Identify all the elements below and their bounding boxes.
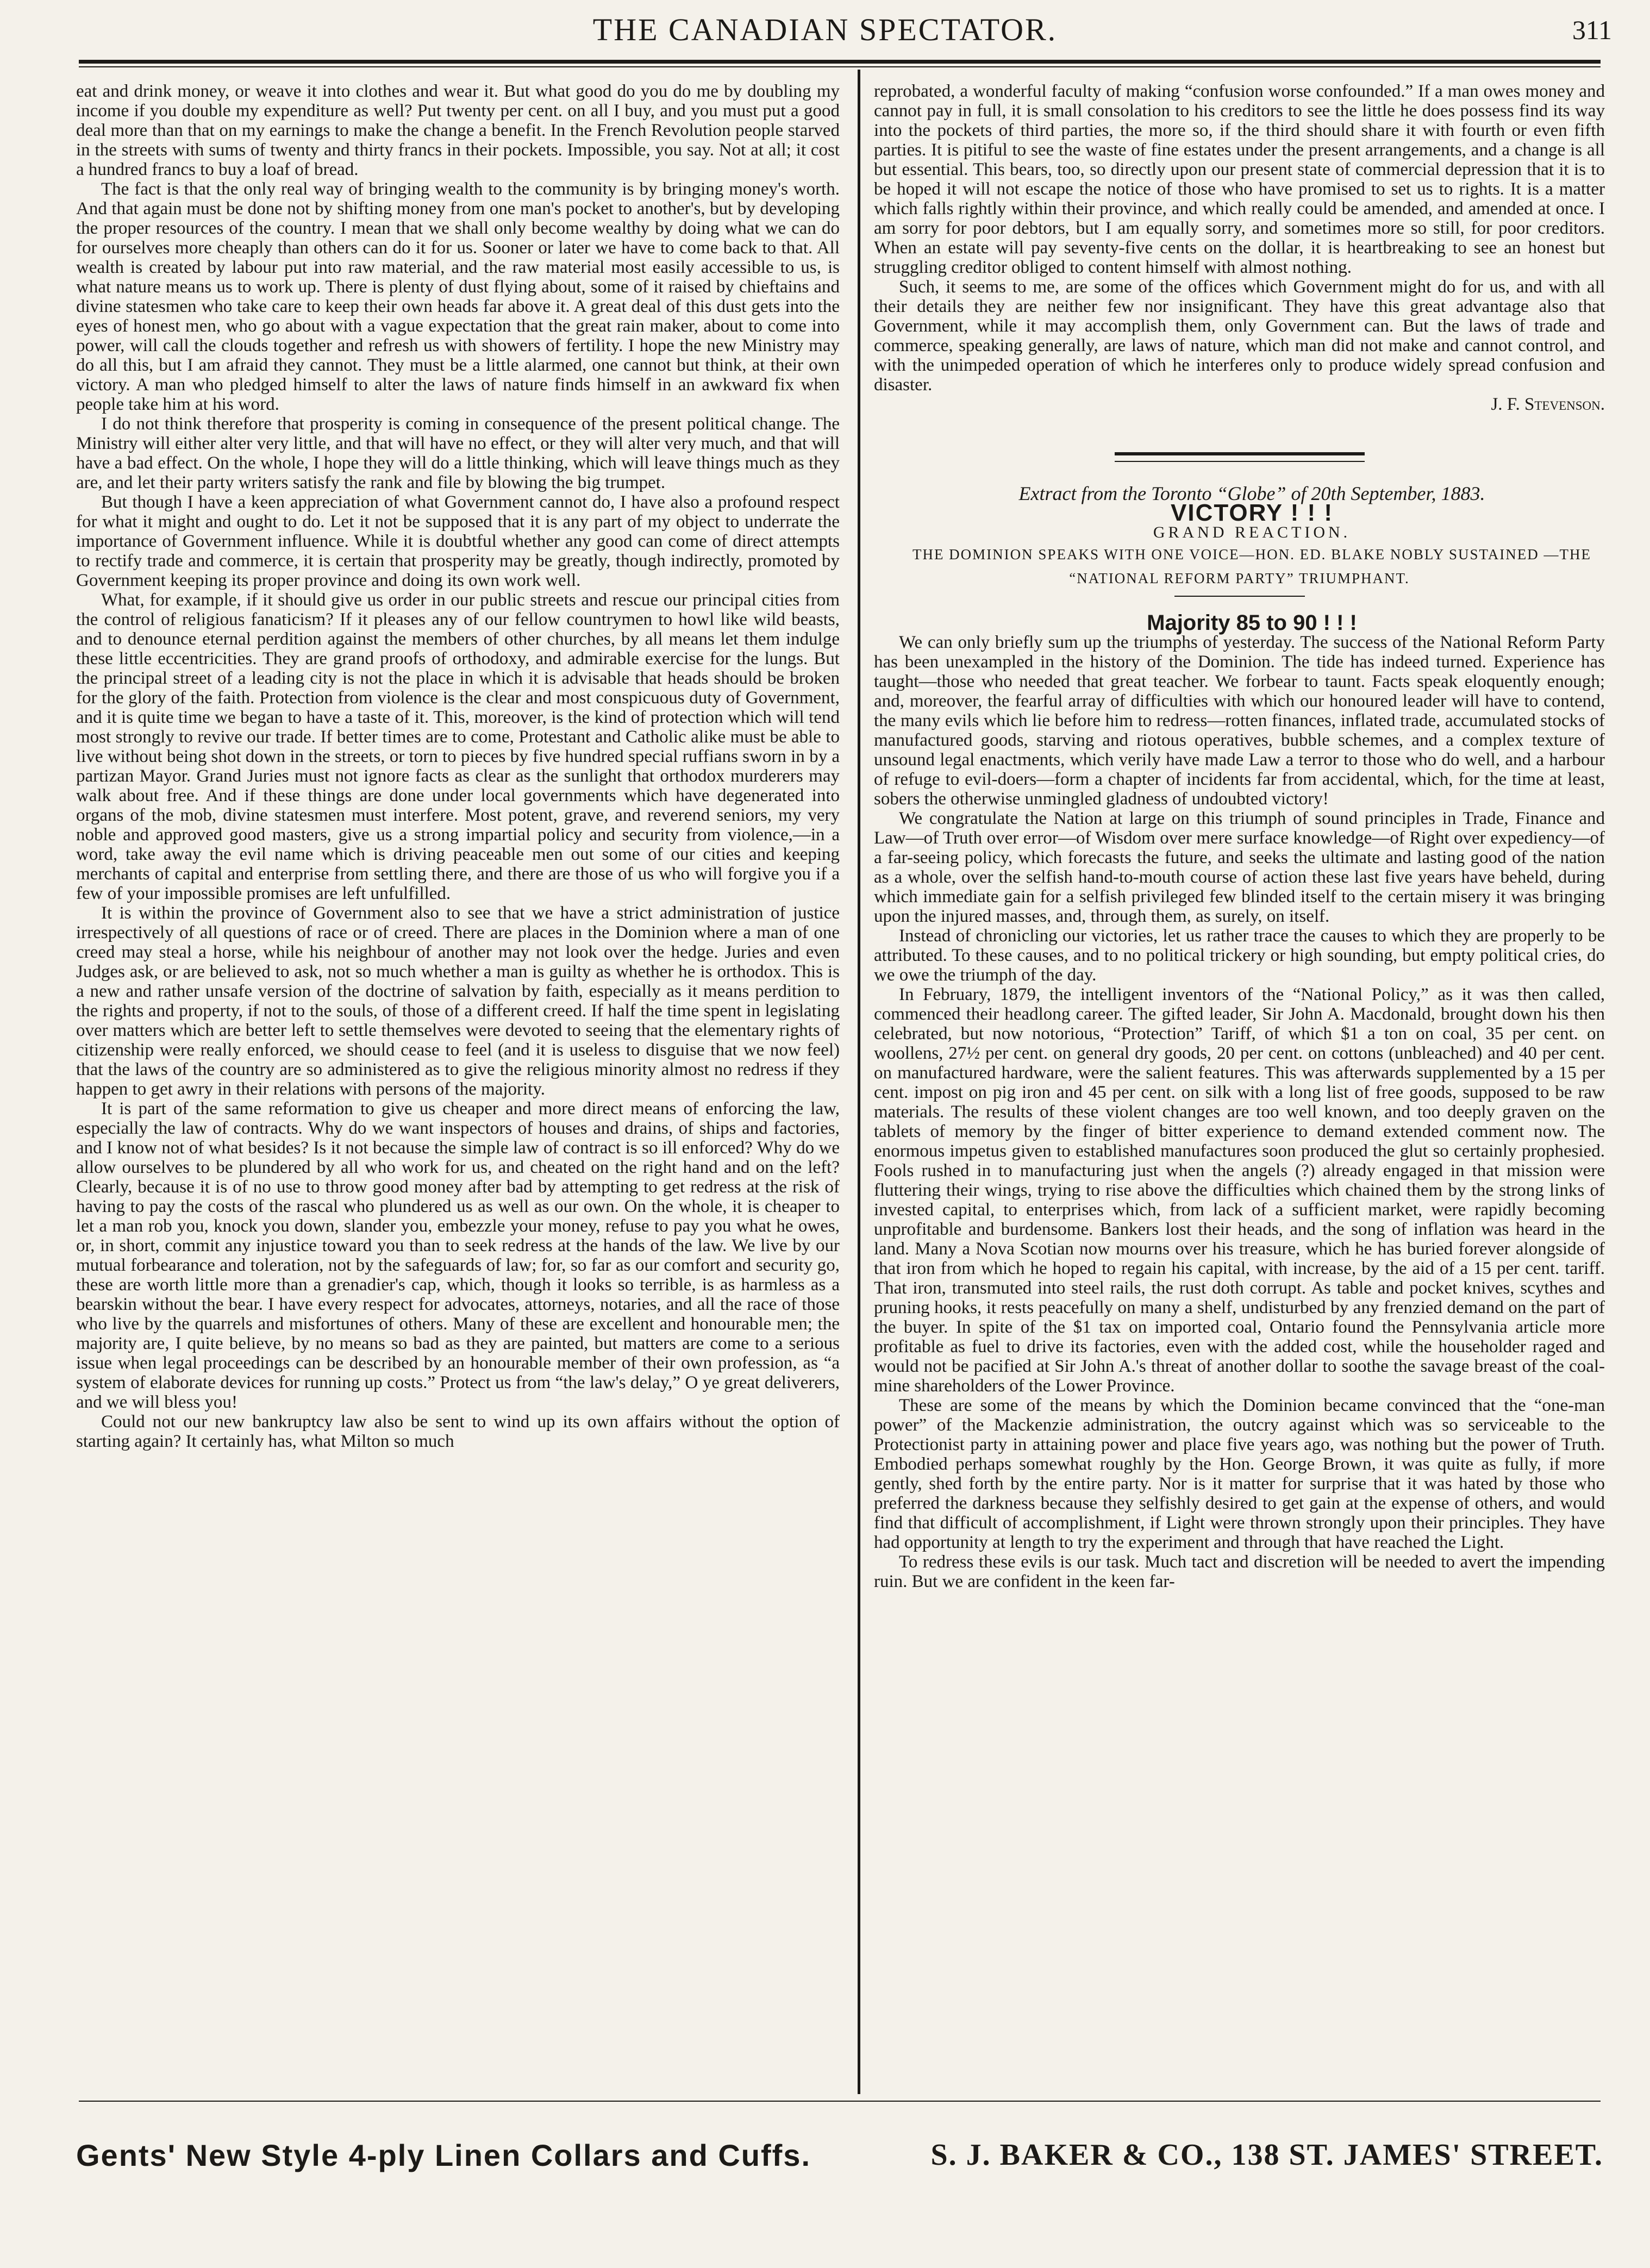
right-column	[874, 82, 1605, 2098]
article-paragraph: These are some of the means by which the Dominion became convinced that the “one-man power” of the Mackenzie administration, the outcry against which was so serviceable to the Protectionist party in attaining power and place five years ago, was nothing but the power of Truth. Embodied perhaps somewhat roughly by the Hon. George Brown, it was quite as fully, if more gently, shed forth by the entire party. Nor is it matter for surprise that it was hated by those who preferred the darkness because they selfishly desired to get gain at the expense of others, and would find that difficult of accomplishment, if Light were thrown strongly upon their principles. They have had opportunity at length to try the experiment and through that have reached the Light.	[874, 1396, 1605, 1552]
deck-rule	[1174, 596, 1305, 597]
column-divider	[858, 70, 860, 2094]
article-paragraph: Such, it seems to me, are some of the offices which Government might do for us, and with all their details they are neither few nor insignificant. They have this great advantage also that Government, while it may accomplish them, only Government can. But the laws of trade and commerce, speaking generally, are laws of nature, which man did not make and cannot control, and with the unimpeded operation of which he interferes only to produce widely spread confusion and disaster.	[874, 277, 1605, 395]
article-paragraph: In February, 1879, the intelligent inventors of the “National Policy,” as it was then called, commenced their headlong career. The gifted leader, Sir John A. Macdonald, brought down his then celebrated, but now notorious, “Protection” Tariff, of which $1 a ton on coal, 35 per cent. on woollens, 27½ per cent. on general dry goods, 20 per cent. on cottons (unbleached) and 40 per cent. on manufactured hardware, were the salient features. This was afterwards supplemented by a 15 per cent. impost on pig iron and 45 per cent. on silk with a long list of free goods, supposed to be raw materials. The results of these violent changes are too well known, and too deeply graven on the tablets of memory by the finger of bitter experience to demand extended comment now. The enormous impetus given to established manufactures soon produced the glut so certainly prophesied. Fools rushed in to manufacturing just when the angels (?) already engaged in that mission were fluttering their wings, trying to rise above the difficulties which chained them by the strong links of invested capital, to enterprises which, from lack of a sufficient market, were rapidly becoming unprofitable and burdensome. Bankers lost their heads, and the song of inflation was heard in the land. Many a Nova Scotian now mourns over his treasure, which he has buried forever alongside of that iron from which he hoped to regain his capital, with increase, by the aid of a 15 per cent. tariff. That iron, transmuted into steel rails, the rust doth corrupt. As table and pocket knives, scythes and pruning hooks, it rests peacefully on many a shelf, undisturbed by any frenzied demand on the part of the buyer. In spite of the $1 tax on imported coal, Ontario found the Pennsylvania article more profitable as fuel to drive its factories, even with the added cost, while the householder raged and would not be pacified at Sir John A.'s threat of another dollar to soothe the savage breast of the coal-mine shareholders of the Lower Province.	[874, 985, 1605, 1396]
section-rule-thin	[1115, 461, 1365, 462]
footer-ad-left: Gents' New Style 4-ply Linen Collars and Cuffs.	[76, 2138, 811, 2172]
article-paragraph: To redress these evils is our task. Much tact and discretion will be needed to avert the impending ruin. But we are confident in the keen far-	[874, 1552, 1605, 1591]
article-paragraph: Could not our new bankruptcy law also be sent to wind up its own affairs without the option of starting again? It certainly has, what Milton so much	[76, 1412, 840, 1451]
article-paragraph: It is part of the same reformation to give us cheaper and more direct means of enforcing the law, especially the law of contracts. Why do we want inspectors of houses and drains, of ships and factories, and I know not of what besides? Is it not because the simple law of contract is so ill enforced? Why do we allow ourselves to be plundered by all who work for us, and cheated on the right hand and on the left? Clearly, because it is of no use to throw good money after bad by attempting to get redress at the risk of having to pay the costs of the rascal who plundered us as well as our own. On the whole, it is cheaper to let a man rob you, knock you down, slander you, embezzle your money, refuse to pay you what he owes, or, in short, commit any injustice toward you than to seek redress at the hands of the law. We live by our mutual forbearance and toleration, not by the safeguards of law; for, so far as our comfort and security go, these are worth little more than a grenadier's cap, which, though it looks so terrible, is as harmless as a bearskin without the bear. I have every respect for advocates, attorneys, notaries, and all the race of those who live by the quarrels and misfortunes of others. Many of these are excellent and honourable men; the majority are, I quite believe, by no means so bad as they are painted, but matters are come to a serious issue when legal proceedings can be described by an honourable member of their own profession, as “a system of elaborate devices for running up costs.” Protect us from “the law's delay,” O ye great deliverers, and we will bless you!	[76, 1099, 840, 1412]
headline: VICTORY ! ! !	[1171, 499, 1333, 526]
article-paragraph: Instead of chronicling our victories, let us rather trace the causes to which they are properly to be attributed. To these causes, and to no political trickery or high sounding, but empty political cries, do we owe the triumph of the day.	[874, 926, 1605, 985]
footer-rule	[79, 2101, 1601, 2102]
majority-heading: Majority 85 to 90 ! ! !	[1147, 611, 1357, 635]
header-rule-thin	[79, 66, 1601, 67]
article-paragraph: I do not think therefore that prosperity is coming in consequence of the present political change. The Ministry will either alter very little, and that will have no effect, or they will alter very much, and that will have a bad effect. On the whole, I hope they will do a little thinking, which will leave things much as they are, and let their party writers satisfy the rank and file by blowing the big trumpet.	[76, 414, 840, 492]
article-paragraph: reprobated, a wonderful faculty of making “confusion worse confounded.” If a man owes money and cannot pay in full, it is small consolation to his creditors to see the little he does possess find its way into the pockets of third parties, the more so, if the third should share it with fourth or even fifth parties. It is pitiful to see the waste of fine estates under the present arrangements, and a change is all but essential. This bears, too, so directly upon our present state of commercial depression that it is to be hoped it will not escape the notice of those who have promised to set us to rights. It is a matter which falls rightly within their province, and which really could be amended, and amended at once. I am sorry for poor debtors, but I am equally sorry, and sometimes more so still, for poor creditors. When an estate will pay seventy-five cents on the dollar, it is heartbreaking to see an honest but struggling creditor obliged to content himself with almost nothing.	[874, 82, 1605, 277]
extract-source-line: Extract from the Toronto “Globe” of 20th September, 1883.	[1018, 483, 1485, 504]
subheadline: GRAND REACTION.	[1153, 523, 1351, 541]
header-rule-thick	[79, 60, 1601, 64]
page-number: 311	[1572, 15, 1612, 45]
footer-ad-right: S. J. BAKER & CO., 138 ST. JAMES' STREET.	[930, 2138, 1603, 2172]
article-paragraph: eat and drink money, or weave it into clothes and wear it. But what good do you do me by doubling my income if you double my expenditure as well? Put twenty per cent. on all I buy, and you must put a good deal more than that on my earnings to make the change a benefit. In the French Revolution people starved in the streets with sums of twenty and thirty francs in their pockets. Impossible, you say. Not at all; it cost a hundred francs to buy a loaf of bread.	[76, 82, 840, 179]
left-column	[76, 82, 840, 2098]
article-paragraph: We can only briefly sum up the triumphs of yesterday. The success of the National Reform Party has been unexampled in the history of the Dominion. The tide has indeed turned. Experience has taught—those who needed that great teacher. We forbear to taunt. Facts speak eloquently enough; and, moreover, the fearful array of difficulties with which our honoured leader will have to contend, the many evils which lie before him to redress—rotten finances, inflated trade, accumulated stocks of manufactured goods, starving and riotous operatives, bubble schemes, and a complex texture of unsound legal enactments, which verily have made Law a terror to those who do well, and a harbour of refuge to evil-doers—form a chapter of incidents far from accidental, which, for the time at least, sobers the otherwise unmingled gladness of undoubted victory!	[874, 633, 1605, 809]
section-rule-thick	[1115, 452, 1365, 455]
author-signature: J. F. Stevenson.	[1491, 395, 1605, 414]
article-paragraph: What, for example, if it should give us order in our public streets and rescue our principal cities from the control of religious fanaticism? If it pleases any of our fellow countrymen to howl like wild beasts, and to denounce eternal perdition against the members of other churches, by all means let them indulge these little eccentricities. They are grand proofs of orthodoxy, and admirable exercise for the lungs. But the principal street of a leading city is not the place in which it is advisable that heads should be broken for the glory of the faith. Protection from violence is the clear and most conspicuous duty of Government, and it is quite time we began to have a taste of it. This, moreover, is the kind of protection which will tend most strongly to revive our trade. If better times are to come, Protestant and Catholic alike must be able to live without being shot down in the streets, or torn to pieces by five hundred special ruffians sworn in by a partizan Mayor. Grand Juries must not ignore facts as clear as the sunlight that orthodox murderers may walk about free. And if these things are done under local governments which have degenerated into organs of the mob, divine statesmen must interfere. Most potent, grave, and reverend seniors, my very noble and approved good masters, give us a strong impartial policy and security from violence,—in a word, take away the evil name which is driving peaceable men out some of our cities and keeping merchants of capital and enterprise from settling there, and there are those of us who will forgive you if a few of your impossible promises are left unfulfilled.	[76, 590, 840, 903]
article-paragraph: But though I have a keen appreciation of what Government cannot do, I have also a profound respect for what it might and ought to do. Let it not be supposed that it is any part of my object to underrate the importance of Government influence. While it is doubtful whether any good can come of direct attempts to rectify trade and commerce, it is certain that prosperity may be greatly, though indirectly, promoted by Government keeping its proper province and doing its own work well.	[76, 492, 840, 590]
article-paragraph: We congratulate the Nation at large on this triumph of sound principles in Trade, Finance and Law—of Truth over error—of Wisdom over mere surface knowledge—of Right over expediency—of a far-seeing policy, which forecasts the future, and seeks the ultimate and lasting good of the nation as a whole, over the selfish hand-to-mouth course of action these last five years have beheld, during which immediate gain for a selfish privileged few blinded itself to the certain misery it was bringing upon the injured masses, and, through them, as surely, on itself.	[874, 809, 1605, 926]
deck-line: THE DOMINION SPEAKS WITH ONE VOICE—HON. ED. BLAKE NOBLY SUSTAINED —THE “NATIONAL REFORM PARTY” TRIUMPHANT.	[912, 546, 1592, 586]
footer-advertisement	[76, 2130, 1603, 2179]
masthead-title: THE CANADIAN SPECTATOR.	[592, 12, 1058, 47]
article-paragraph: It is within the province of Government also to see that we have a strict administration of justice irrespectively of all questions of race or of creed. There are places in the Dominion where a man of one creed may steal a horse, while his neighbour of another may not look over the hedge. Juries and even Judges ask, or are believed to ask, not so much whether a man is guilty as whether he is orthodox. This is a new and rather unsafe version of the doctrine of salvation by faith, especially as it means perdition to the rights and property, if not to the souls, of those of a different creed. If half the time spent in legislating over matters which are better left to settle themselves were devoted to seeing that the elementary rights of citizenship were really enforced, we should cease to feel (and it is useless to disguise that we now feel) that the laws of the country are so administered as to give the religious minority almost no redress if they happen to get awry in their relations with persons of the majority.	[76, 903, 840, 1099]
article-paragraph: The fact is that the only real way of bringing wealth to the community is by bringing money's worth. And that again must be done not by shifting money from one man's pocket to another's, but by developing the proper resources of the country. I mean that we shall only become wealthy by doing what we can do for ourselves more cheaply than others can do it for us. Sooner or later we have to come back to that. All wealth is created by labour put into raw material, and the raw material most easily accessible to us, is what nature means us to work up. There is plenty of dust flying about, some of it raised by chieftains and divine statesmen who take care to keep their own heads far above it. A great deal of this dust gets into the eyes of honest men, who go about with a vague expectation that the great rain maker, about to come into power, will call the clouds together and refresh us with showers of fertility. I hope the new Ministry may do all this, but I am afraid they cannot. They must be a little alarmed, one cannot but think, at their own victory. A man who pledged himself to alter the laws of nature finds himself in an awkward fix when people take him at his word.	[76, 179, 840, 414]
